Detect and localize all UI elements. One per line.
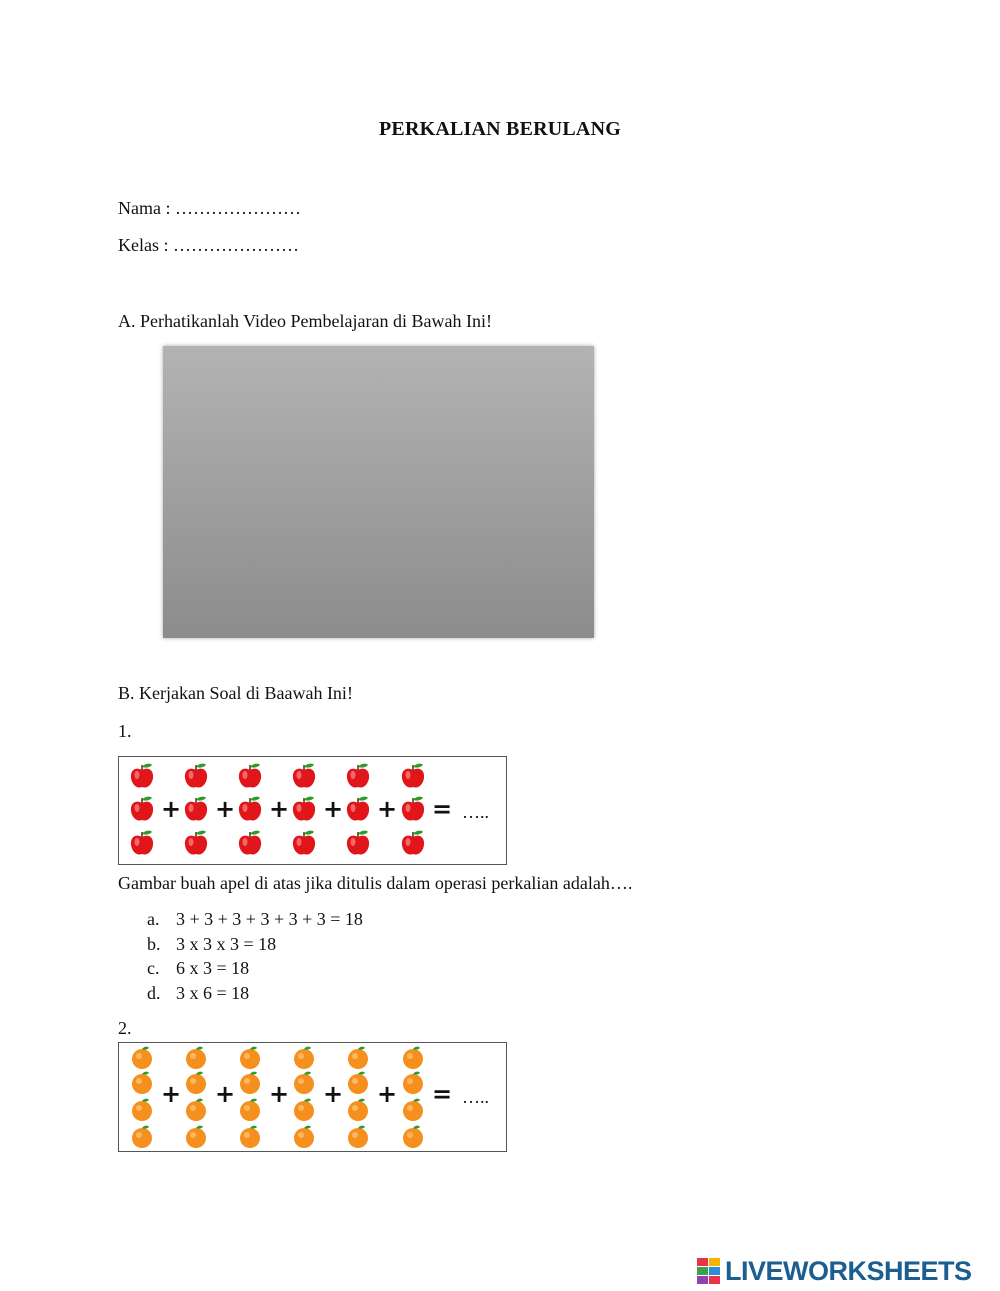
orange-icon: [292, 1098, 316, 1122]
orange-icon: [346, 1098, 370, 1122]
plus-sign: +: [323, 795, 344, 823]
plus-sign: +: [269, 1080, 290, 1108]
logo-text: LIVEWORKSHEETS: [725, 1255, 972, 1286]
plus-sign: +: [161, 1080, 182, 1108]
orange-column: [236, 1043, 266, 1151]
apple-column: [127, 757, 157, 864]
orange-column: [344, 1043, 374, 1151]
apple-icon: [291, 795, 317, 823]
orange-icon: [130, 1125, 154, 1149]
apple-icon: [291, 829, 317, 857]
apple-icon: [400, 762, 426, 790]
plus-sign: +: [377, 1080, 398, 1108]
orange-icon: [401, 1098, 425, 1122]
liveworksheets-logo-icon: [697, 1258, 721, 1284]
plus-sign: +: [215, 795, 236, 823]
equals-sign: =: [432, 1080, 453, 1108]
name-field[interactable]: Nama : …………………: [118, 198, 301, 218]
section-a-heading: A. Perhatikanlah Video Pembelajaran di Bawah Ini!: [118, 311, 492, 331]
orange-icon: [346, 1071, 370, 1095]
apple-icon: [400, 829, 426, 857]
orange-icon: [184, 1046, 208, 1070]
apple-icon: [183, 795, 209, 823]
apple-icon: [129, 762, 155, 790]
question-2-number: 2.: [118, 1018, 132, 1038]
plus-sign: +: [215, 1080, 236, 1108]
apple-icon: [183, 762, 209, 790]
video-player[interactable]: [163, 346, 594, 638]
option-c[interactable]: c. 6 x 3 = 18: [147, 958, 250, 978]
orange-icon: [238, 1125, 262, 1149]
plus-sign: +: [377, 795, 398, 823]
orange-icon: [184, 1098, 208, 1122]
plus-sign: +: [323, 1080, 344, 1108]
equals-sign: =: [432, 795, 453, 823]
orange-icon: [184, 1071, 208, 1095]
orange-column: [182, 1043, 212, 1151]
orange-icon: [130, 1071, 154, 1095]
apple-icon: [345, 829, 371, 857]
apple-icon: [237, 795, 263, 823]
apple-column: [398, 757, 428, 864]
orange-icon: [401, 1046, 425, 1070]
answer-blank: …..: [462, 1087, 489, 1107]
orange-icon: [292, 1071, 316, 1095]
orange-icon: [401, 1125, 425, 1149]
option-a[interactable]: a. 3 + 3 + 3 + 3 + 3 + 3 = 18: [147, 909, 363, 929]
apple-icon: [183, 829, 209, 857]
apple-column: [235, 757, 265, 864]
section-b-heading: B. Kerjakan Soal di Baawah Ini!: [118, 683, 353, 703]
plus-sign: +: [161, 795, 182, 823]
apple-icon: [237, 829, 263, 857]
orange-icon: [292, 1125, 316, 1149]
orange-column: [399, 1043, 429, 1151]
question-1-options: [147, 909, 363, 1007]
apple-icon: [237, 762, 263, 790]
orange-icon: [238, 1046, 262, 1070]
question-1-text: Gambar buah apel di atas jika ditulis dalam operasi perkalian adalah….: [118, 873, 633, 893]
orange-icon: [401, 1071, 425, 1095]
question-1-number: 1.: [118, 721, 132, 741]
apple-icon: [400, 795, 426, 823]
apple-icon: [129, 829, 155, 857]
apple-icon: [345, 762, 371, 790]
liveworksheets-logo[interactable]: [697, 1257, 972, 1285]
orange-icon: [130, 1098, 154, 1122]
answer-blank: …..: [462, 802, 489, 822]
apple-column: [181, 757, 211, 864]
orange-icon: [130, 1046, 154, 1070]
orange-icon: [346, 1046, 370, 1070]
option-d[interactable]: d. 3 x 6 = 18: [147, 982, 250, 1003]
orange-icon: [184, 1125, 208, 1149]
orange-column: [290, 1043, 320, 1151]
question-1-apple-image: [118, 756, 507, 865]
apple-icon: [291, 762, 317, 790]
orange-icon: [292, 1046, 316, 1070]
question-2-orange-image: [118, 1042, 507, 1152]
page-title: PERKALIAN BERULANG: [379, 118, 621, 140]
apple-column: [343, 757, 373, 864]
class-field[interactable]: Kelas : …………………: [118, 235, 299, 255]
apple-icon: [345, 795, 371, 823]
orange-icon: [346, 1125, 370, 1149]
apple-icon: [129, 795, 155, 823]
orange-column: [128, 1043, 158, 1151]
option-b[interactable]: b. 3 x 3 x 3 = 18: [147, 933, 277, 954]
apple-column: [289, 757, 319, 864]
plus-sign: +: [269, 795, 290, 823]
orange-icon: [238, 1071, 262, 1095]
orange-icon: [238, 1098, 262, 1122]
